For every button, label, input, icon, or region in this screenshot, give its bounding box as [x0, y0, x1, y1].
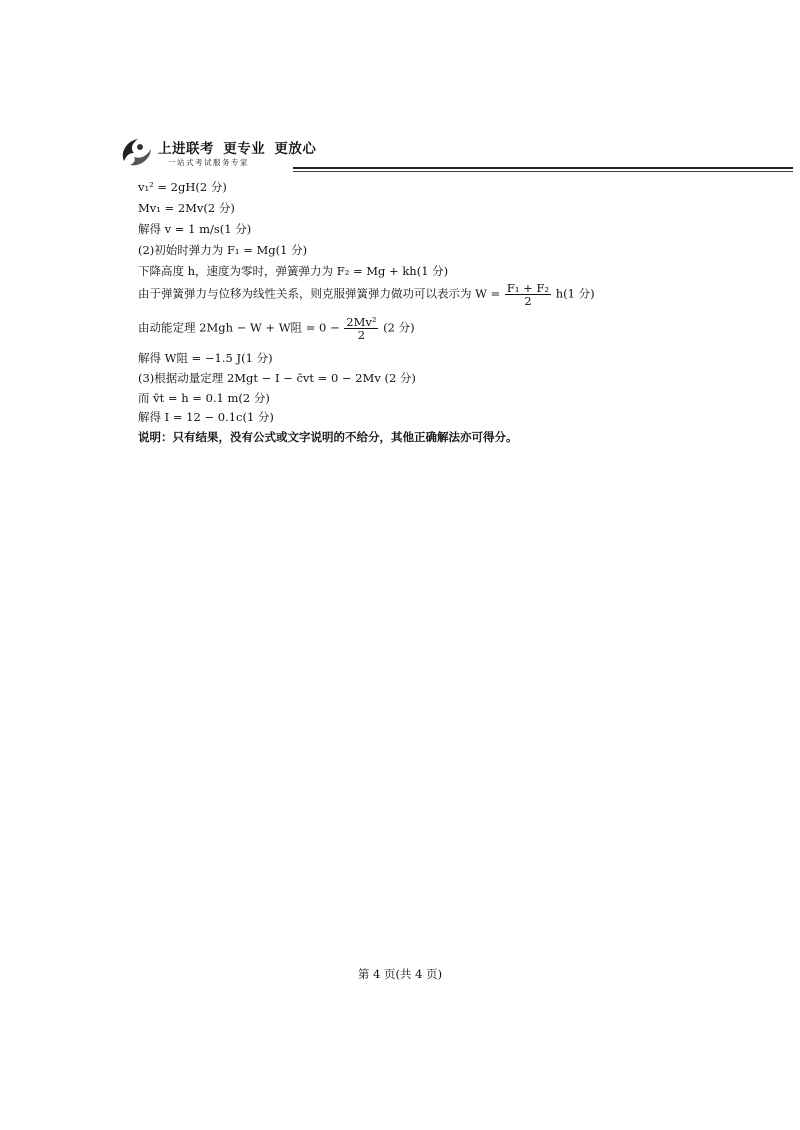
- answer-line-8: 解得 W阻 = −1.5 J(1 分): [138, 351, 273, 365]
- answer-line-4: (2)初始时弹力为 F₁ = Mg(1 分): [138, 243, 308, 257]
- fraction-numerator: F₁ + F₂: [506, 281, 550, 295]
- energy-fraction: [344, 316, 378, 341]
- scoring-note: 说明：只有结果，没有公式或文字说明的不给分，其他正确解法亦可得分。: [138, 430, 518, 444]
- page-number: 第 4 页(共 4 页): [357, 967, 443, 981]
- answer-line-2: Mv₁ = 2Mv(2 分): [138, 201, 235, 215]
- work-fraction: [505, 282, 551, 307]
- answer-line-11: 解得 I = 12 − 0.1c(1 分): [138, 410, 274, 424]
- brand-tagline: 一站式考试服务专家: [168, 158, 249, 167]
- page-header: [118, 133, 678, 173]
- answer-line-3: 解得 v = 1 m/s(1 分): [138, 222, 252, 236]
- fraction-denominator: 2: [357, 328, 366, 342]
- answer-line-1: v₁² = 2gH(2 分): [138, 180, 227, 194]
- answer-line-10: 而 v̄t = h = 0.1 m(2 分): [138, 391, 270, 405]
- answer-line-9: (3)根据动量定理 2Mgt − I − c̄vt = 0 − 2Mv (2 分): [138, 371, 416, 385]
- answer-line-5: 下降高度 h，速度为零时，弹簧弹力为 F₂ = Mg + kh(1 分): [138, 264, 449, 278]
- fraction-numerator: 2Mv²: [346, 315, 377, 329]
- header-rule-thin: [293, 171, 793, 172]
- answer-line-7: [138, 316, 415, 341]
- line-7-tail: (2 分): [383, 320, 415, 335]
- brand-name: [158, 137, 320, 157]
- line-7-text: 由动能定理 2Mgh − W + W阻 = 0 −: [138, 320, 340, 335]
- header-rule: [293, 167, 793, 169]
- brand-part-1: 上进联考: [158, 141, 214, 157]
- logo-icon: [118, 135, 154, 169]
- brand-part-2: 更专业: [223, 141, 266, 157]
- line-6-tail: h(1 分): [555, 286, 595, 301]
- brand-part-3: 更放心: [274, 141, 317, 157]
- fraction-denominator: 2: [524, 294, 532, 308]
- line-6-text: 由于弹簧弹力与位移为线性关系，则克服弹簧弹力做功可以表示为 W =: [138, 286, 501, 301]
- answer-line-6: [138, 282, 595, 307]
